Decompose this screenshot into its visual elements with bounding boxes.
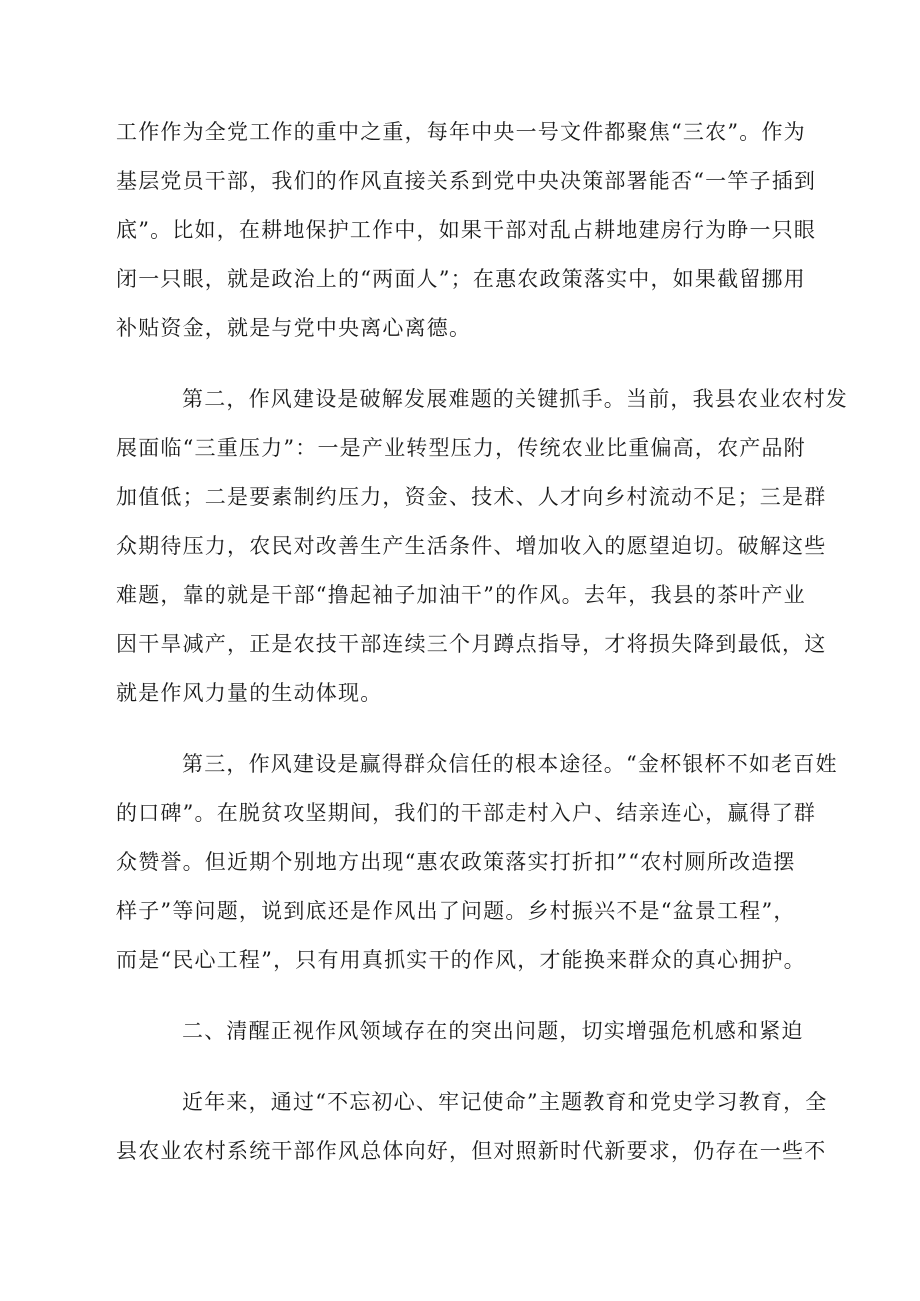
paragraph-line: 县农业农村系统干部作风总体向好，但对照新时代新要求，仍存在一些不 — [116, 1139, 827, 1163]
paragraph-line: 加值低；二是要素制约压力，资金、技术、人才向乡村流动不足；三是群 — [116, 485, 827, 509]
paragraph-line: 第二，作风建设是破解发展难题的关键抓手。当前，我县农业农村发 — [182, 387, 848, 411]
paragraph-line: 闭一只眼，就是政治上的“两面人”；在惠农政策落实中，如果截留挪用 — [116, 267, 806, 291]
paragraph-line: 众期待压力，农民对改善生产生活条件、增加收入的愿望迫切。破解这些 — [116, 534, 827, 558]
paragraph-line: 展面临“三重压力”：一是产业转型压力，传统农业比重偏高，农产品附 — [116, 436, 806, 460]
paragraph-line: 就是作风力量的生动体现。 — [116, 681, 383, 705]
paragraph-line: 难题，靠的就是干部“撸起袖子加油干”的作风。去年，我县的茶叶产业 — [116, 583, 806, 607]
paragraph-line: 的口碑”。在脱贫攻坚期间，我们的干部走村入户、结亲连心，赢得了群 — [116, 801, 817, 825]
paragraph-line: 补贴资金，就是与党中央离心离德。 — [116, 316, 472, 340]
paragraph-line: 因干旱减产，正是农技干部连续三个月蹲点指导，才将损失降到最低，这 — [116, 632, 827, 656]
paragraph-line: 基层党员干部，我们的作风直接关系到党中央决策部署能否“一竿子插到 — [116, 169, 817, 193]
paragraph-line: 众赞誉。但近期个别地方出现“惠农政策落实打折扣”“农村厕所改造摆 — [116, 850, 796, 874]
paragraph-line: 第三，作风建设是赢得群众信任的根本途径。“金杯银杯不如老百姓 — [182, 752, 838, 776]
paragraph-line: 工作作为全党工作的重中之重，每年中央一号文件都聚焦“三农”。作为 — [116, 120, 806, 144]
paragraph-line: 底”。比如，在耕地保护工作中，如果干部对乱占耕地建房行为睁一只眼 — [116, 218, 817, 242]
paragraph-line: 样子”等问题，说到底还是作风出了问题。乡村振兴不是“盆景工程”， — [116, 899, 796, 923]
section-heading: 二、清醒正视作风领域存在的突出问题，切实增强危机感和紧迫 — [182, 1019, 804, 1043]
paragraph-line: 近年来，通过“不忘初心、牢记使命”主题教育和党史学习教育，全 — [182, 1090, 828, 1114]
paragraph-line: 而是“民心工程”，只有用真抓实干的作风，才能换来群众的真心拥护。 — [116, 948, 806, 972]
